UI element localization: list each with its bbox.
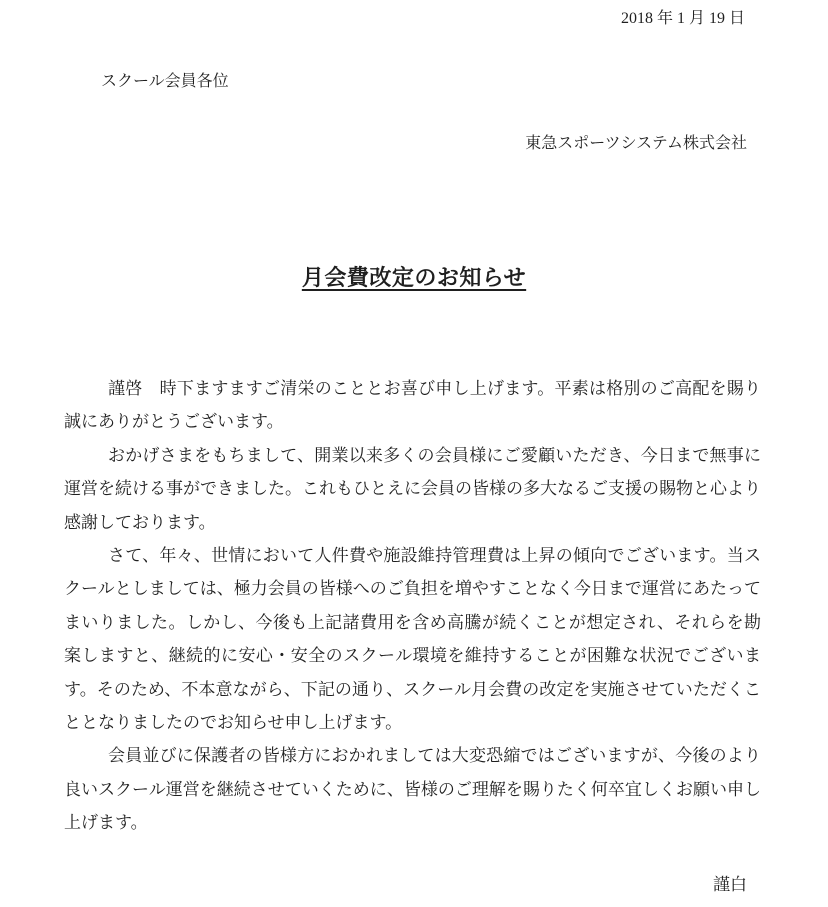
letter-body [64,372,761,840]
paragraph-thanks: おかげさまをもちまして、開業以来多くの会員様にご愛顧いただき、今日まで無事に運営を続ける事ができました。これもひとえに会員の皆様の多大なるご支援の賜物と心より感謝しております。 [64,445,761,532]
paragraph-fee-revision-reason: さて、年々、世情において人件費や施設維持管理費は上昇の傾向でございます。当スクールとしましては、極力会員の皆様へのご負担を増やすことなく今日まで運営にあたってまいりました。しかし、今後も上記諸費用を含め高騰が続くことが想定され、それらを勘案しますと、継続的に安心・安全のスクール環境を維持することが困難な状況でございます。そのため、不本意ながら、下記の通り、スクール月会費の改定を実施させていただくこととなりましたのでお知らせ申し上げます。 [64,546,761,733]
paragraph-greeting: 謹啓 時下ますますご清栄のこととお喜び申し上げます。平素は格別のご高配を賜り誠にありがとうございます。 [64,379,761,432]
date-text: 2018 年 1 月 19 日 [620,10,745,27]
paragraph-request-understanding: 会員並びに保護者の皆様方におかれましては大変恐縮ではございますが、今後のより良いスクール運営を継続させていくために、皆様のご理解を賜りたく何卒宜しくお願い申し上げます。 [64,746,761,833]
recipient-text: スクール会員各位 [101,73,229,90]
document-title [0,263,828,293]
closing-text: 謹白 [713,875,747,894]
sender-company-text: 東急スポーツシステム株式会社 [525,135,747,152]
document-title-text: 月会費改定のお知らせ [301,265,527,290]
